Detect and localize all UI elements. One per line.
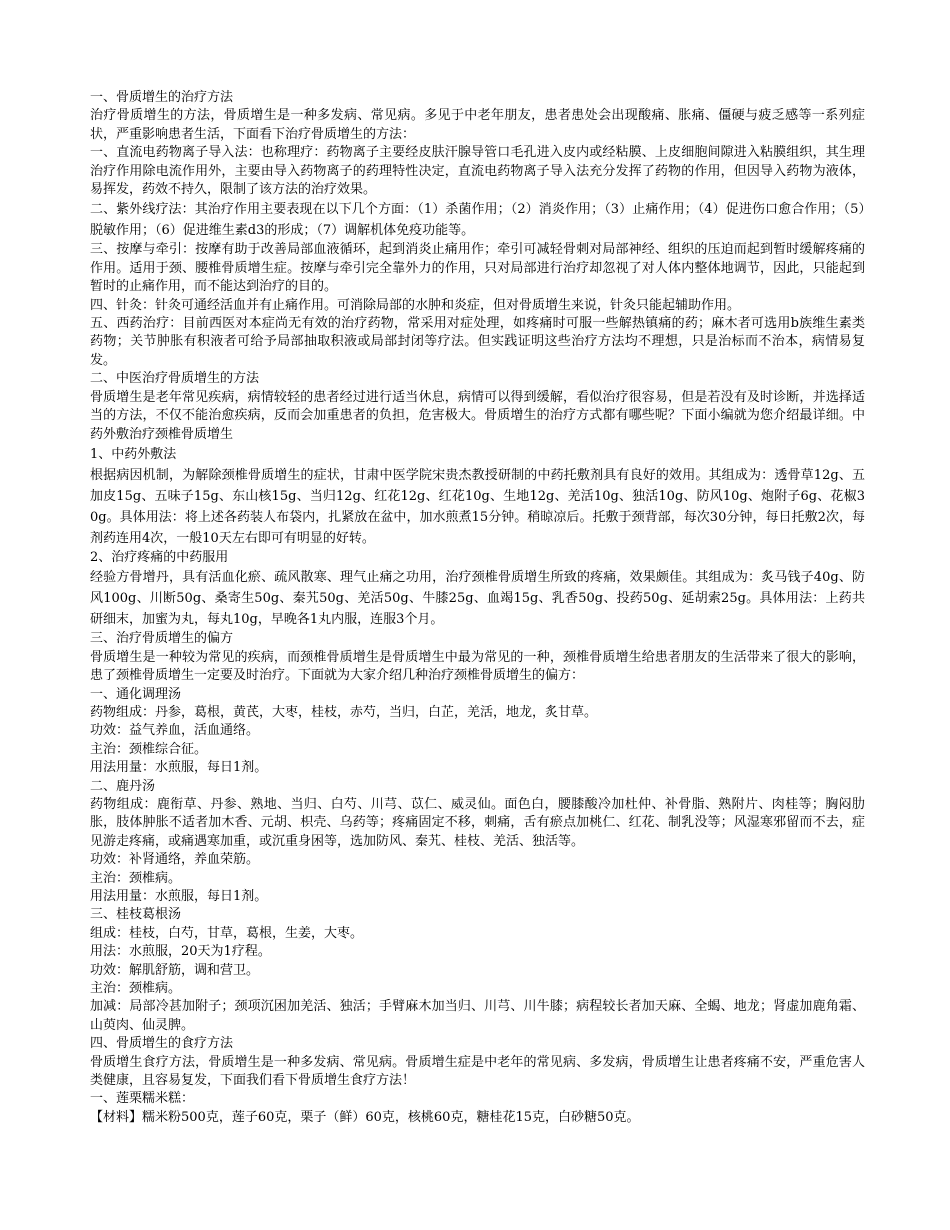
paragraph-diet-therapy-intro: 骨质增生食疗方法，骨质增生是一种多发病、常见病。骨质增生症是中老年的常见病、多发病，骨质增生让患者疼痛不安，严重危害人类健康，且容易复发，下面我们看下骨质增生食疗方法！ [90,1054,865,1089]
remedy-1-indication: 主治：颈椎综合征。 [90,741,208,757]
paragraph-oral-medicine: 经验方骨增丹，具有活血化瘀、疏风散寒、理气止痛之功用，治疗颈椎骨质增生所致的疼痛，效果颇佳。其组成为：炙马钱子40g、防风100g、川断50g、桑寄生50g、秦艽50g、羌活50g、牛膝25g、血竭15g、乳香50g、投药50g、延胡索25g。具体用法：上药共研细末，加蜜为丸，每丸10g，早晚各1丸内服，连服3个月。 [90,570,865,628]
remedy-3-composition: 组成：桂枝，白芍，甘草，葛根，生姜，大枣。 [90,925,364,941]
remedy-1-dosage: 用法用量：水煎服，每日1剂。 [90,760,268,776]
remedy-1-effect: 功效：益气养血，活血通络。 [90,723,260,739]
subheading-remedy-2: 二、鹿丹汤 [90,778,156,794]
remedy-3-usage: 用法：水煎服，20天为1疗程。 [90,944,271,960]
section-heading-treatment-methods: 一、骨质增生的治疗方法 [90,90,234,105]
subheading-external-application: 1、中药外敷法 [90,446,177,462]
section-heading-tcm-methods: 二、中医治疗骨质增生的方法 [90,371,260,387]
paragraph-intro: 治疗骨质增生的方法，骨质增生是一种多发病、常见病。多见于中老年朋友，患者患处会出现酸痛、胀痛、僵硬与疲乏感等一系列症状，严重影响患者生活，下面看下治疗骨质增生的方法： [90,108,865,142]
paragraph-iontophoresis: 一、直流电药物离子导入法：也称理疗：药物离子主要经皮肤汗腺导管口毛孔进入皮内或经粘膜、上皮细胞间隙进入粘膜组织，其生理治疗作用除电流作用外，主要由导入药物离子的药理特性决定，直流电药物离子导入法充分发挥了药物的作用，但因导入药物为液体，易挥发，药效不持久，限制了该方法的治疗效果。 [90,145,865,198]
subheading-oral-medicine: 2、治疗疼痛的中药服用 [90,549,229,565]
remedy-2-dosage: 用法用量：水煎服，每日1剂。 [90,889,268,904]
section-heading-folk-remedies: 三、治疗骨质增生的偏方 [90,631,234,647]
paragraph-tcm-intro: 骨质增生是老年常见疾病，病情较轻的患者经过进行适当休息，病情可以得到缓解，看似治疗很容易，但是若没有及时诊断，并选择适当的方法，不仅不能治愈疾病，反而会加重患者的负担，危害极大。骨质增生的治疗方式都有哪些呢？下面小编就为您介绍最详细。中药外敷治疗颈椎骨质增生 [90,389,865,442]
document-body [90,89,865,1127]
paragraph-external-application: 根据病因机制，为解除颈椎骨质增生的症状，甘肃中医学院宋贵杰教授研制的中药托敷剂具有良好的效用。其组成为：透骨草12g、五加皮15g、五味子15g、东山核15g、当归12g、红花12g、红花10g、生地12g、羌活10g、独活10g、防风10g、炮附子6g、花椒30g。具体用法：将上述各药装人布袋内，扎紧放在盆中，加水煎煮15分钟。稍晾凉后。托敷于颈背部，每次30分钟，每日托敷2次，每剂药连用4次，一般10天左右即可有明显的好转。 [90,467,865,546]
section-heading-diet-therapy: 四、骨质增生的食疗方法 [90,1036,234,1052]
subheading-remedy-3: 三、桂枝葛根汤 [90,907,182,923]
remedy-1-composition: 药物组成：丹参，葛根，黄芪，大枣，桂枝，赤芍，当归，白芷，羌活，地龙，炙甘草。 [90,704,598,720]
remedy-2-composition: 药物组成：鹿衔草、丹参、熟地、当归、白芍、川芎、苡仁、威灵仙。面色白，腰膝酸冷加杜仲、补骨脂、熟附片、肉桂等；胸闷肋胀，肢体肿胀不适者加木香、元胡、枳壳、乌药等；疼痛固定不移，刺痛，舌有瘀点加桃仁、红花、制乳没等；风湿寒邪留而不去，症见游走疼痛，或痛遇寒加重，或沉重身困等，选加防风、秦艽、桂枝、羌活、独活等。 [90,796,865,849]
paragraph-western-medicine: 五、西药治疗：目前西医对本症尚无有效的治疗药物，常采用对症处理，如疼痛时可服一些解热镇痛的药；麻木者可选用b族维生素类药物；关节肿胀有积液者可给予局部抽取积液或局部封闭等疗法。但实践证明这些治疗方法均不理想，只是治标而不治本，病情易复发。 [90,316,865,368]
paragraph-acupuncture: 四、针灸：针灸可通经活血并有止痛作用。可消除局部的水肿和炎症，但对骨质增生来说，针灸只能起辅助作用。 [90,297,741,313]
subheading-recipe-1: 一、莲栗糯米糕： [90,1091,195,1107]
remedy-2-indication: 主治：颈椎病。 [90,870,182,886]
remedy-3-effect: 功效：解肌舒筋，调和营卫。 [90,962,260,978]
recipe-1-ingredients: 【材料】糯米粉500克，莲子60克，栗子（鲜）60克，核桃60克，糖桂花15克，白砂糖50克。 [90,1109,640,1125]
remedy-3-modifications: 加减：局部冷甚加附子；颈项沉困加羌活、独活；手臂麻木加当归、川芎、川牛膝；病程较长者加天麻、全蝎、地龙；肾虚加鹿角霜、山萸肉、仙灵脾。 [90,999,865,1033]
subheading-remedy-1: 一、通化调理汤 [90,686,182,702]
paragraph-ultraviolet: 二、紫外线疗法：其治疗作用主要表现在以下几个方面：（1）杀菌作用；（2）消炎作用；（3）止痛作用；（4）促进伤口愈合作用；（5）脱敏作用；（6）促进维生素d3的形成；（7）调解机体免疫功能等。 [90,202,865,239]
remedy-3-indication: 主治：颈椎病。 [90,981,182,997]
paragraph-massage-traction: 三、按摩与牵引：按摩有助于改善局部血液循环，起到消炎止痛用作；牵引可减轻骨刺对局部神经、组织的压迫而起到暂时缓解疼痛的作用。适用于颈、腰椎骨质增生症。按摩与牵引完全靠外力的作用，只对局部进行治疗却忽视了对人体内整体地调节，因此，只能起到暂时的止痛作用，而不能达到治疗的目的。 [90,242,865,295]
remedy-2-effect: 功效：补肾通络，养血荣筋。 [90,852,260,868]
paragraph-folk-remedies-intro: 骨质增生是一种较为常见的疾病，而颈椎骨质增生是骨质增生中最为常见的一种，颈椎骨质增生给患者朋友的生活带来了很大的影响，患了颈椎骨质增生一定要及时治疗。下面就为大家介绍几种治疗颈椎骨质增生的偏方： [90,649,865,684]
